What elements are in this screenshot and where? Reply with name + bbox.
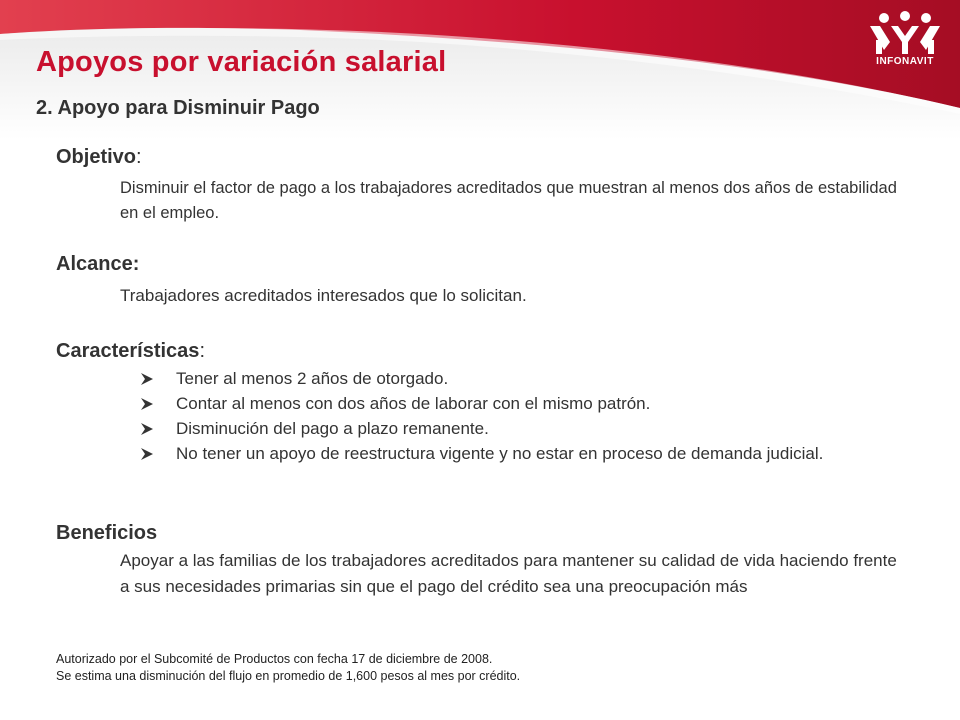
arrow-bullet-icon xyxy=(140,397,154,411)
beneficios-text: Apoyar a las familias de los trabajadores acreditados para mantener su calidad de vida haciendo frente a sus necesidades primarias sin que el pago del crédito sea una preocupación más xyxy=(120,551,897,596)
arrow-bullet-icon xyxy=(140,447,154,461)
caracteristicas-heading: Características: xyxy=(56,340,205,362)
arrow-bullet-icon xyxy=(140,372,154,386)
page-subtitle: 2. Apoyo para Disminuir Pago xyxy=(36,97,320,119)
list-item: Disminución del pago a plazo remanente. xyxy=(120,416,900,441)
list-item: Contar al menos con dos años de laborar con el mismo patrón. xyxy=(120,391,900,416)
infonavit-logo xyxy=(862,10,948,82)
objetivo-text: Disminuir el factor de pago a los trabajadores acreditados que muestran al menos dos años de estabilidad en el empleo. xyxy=(120,179,897,222)
caracteristicas-list xyxy=(120,366,900,466)
list-item: No tener un apoyo de reestructura vigente y no estar en proceso de demanda judicial. xyxy=(120,441,900,466)
page-title: Apoyos por variación salarial xyxy=(36,46,447,78)
logo-wordmark: INFONAVIT xyxy=(876,56,934,67)
objetivo-heading: Objetivo: xyxy=(56,146,142,168)
list-item: Tener al menos 2 años de otorgado. xyxy=(120,366,900,391)
footnote-estimate: Se estima una disminución del flujo en promedio de 1,600 pesos al mes por crédito. xyxy=(56,669,521,683)
beneficios-heading: Beneficios xyxy=(56,522,158,544)
footnote-authorization: Autorizado por el Subcomité de Productos con fecha 17 de diciembre de 2008. xyxy=(56,652,493,666)
alcance-text: Trabajadores acreditados interesados que lo solicitan. xyxy=(120,286,527,305)
alcance-heading: Alcance: xyxy=(56,253,140,275)
arrow-bullet-icon xyxy=(140,422,154,436)
